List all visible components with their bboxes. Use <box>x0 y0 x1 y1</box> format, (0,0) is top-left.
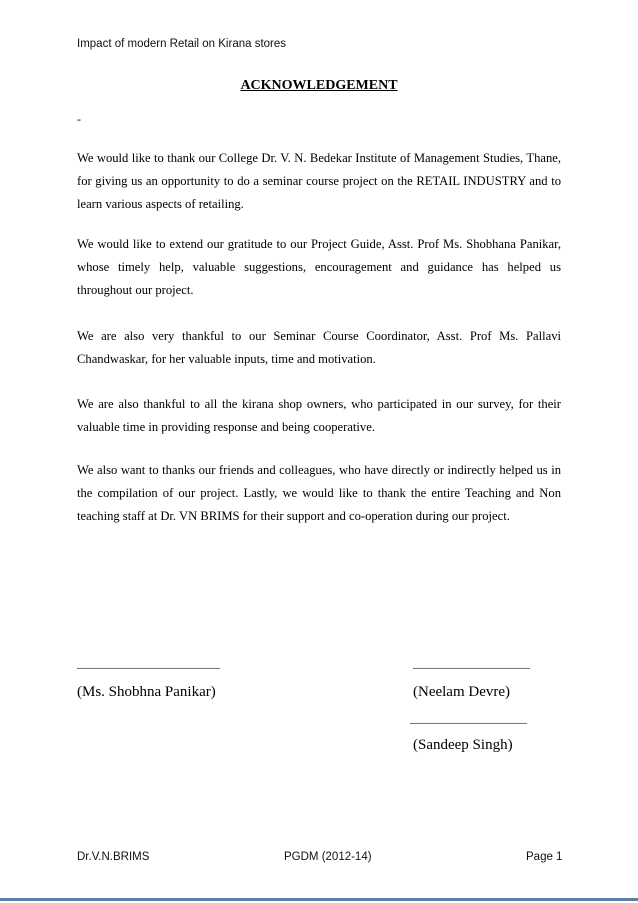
signature-name-student-2: (Sandeep Singh) <box>413 737 513 753</box>
running-header: Impact of modern Retail on Kirana stores <box>77 38 287 50</box>
signature-line-student-1: __________________ <box>413 655 530 670</box>
stray-dash: - <box>77 112 81 126</box>
signature-name-student-1: (Neelam Devre) <box>413 684 511 700</box>
signature-line-student-2: __________________ <box>410 710 527 725</box>
signature-line-guide: ______________________ <box>77 655 220 670</box>
paragraph-coordinator-thanks: We are also very thankful to our Seminar Course Coordinator, Asst. Prof Ms. Pallavi Chandwaskar, for her valuable inputs, time and motivation. <box>77 329 561 366</box>
signature-name-guide: (Ms. Shobhna Panikar) <box>77 684 216 700</box>
paragraph-college-thanks: We would like to thank our College Dr. V. N. Bedekar Institute of Management Studies, Thane, for giving us an opportunity to do a seminar course project on the RETAIL INDUSTRY and to learn various aspects of retailing. <box>77 151 561 211</box>
footer-institute: Dr.V.N.BRIMS <box>77 851 150 863</box>
page-title: ACKNOWLEDGEMENT <box>240 78 398 93</box>
paragraph-guide-thanks: We would like to extend our gratitude to our Project Guide, Asst. Prof Ms. Shobhana Panikar, whose timely help, valuable suggestions, encouragement and guidance has helped us throughout our project. <box>77 237 561 297</box>
paragraph-shop-owners-thanks: We are also thankful to all the kirana shop owners, who participated in our survey, for their valuable time in providing response and being cooperative. <box>77 397 561 434</box>
paragraph-friends-staff-thanks: We also want to thanks our friends and colleagues, who have directly or indirectly helped us in the compilation of our project. Lastly, we would like to thank the entire Teaching and Non teaching staff at Dr. VN BRIMS for their support and co-operation during our project. <box>77 463 561 523</box>
footer-page-number: Page 1 <box>526 851 563 863</box>
footer-rule <box>0 898 638 901</box>
footer-program: PGDM (2012-14) <box>284 851 372 863</box>
